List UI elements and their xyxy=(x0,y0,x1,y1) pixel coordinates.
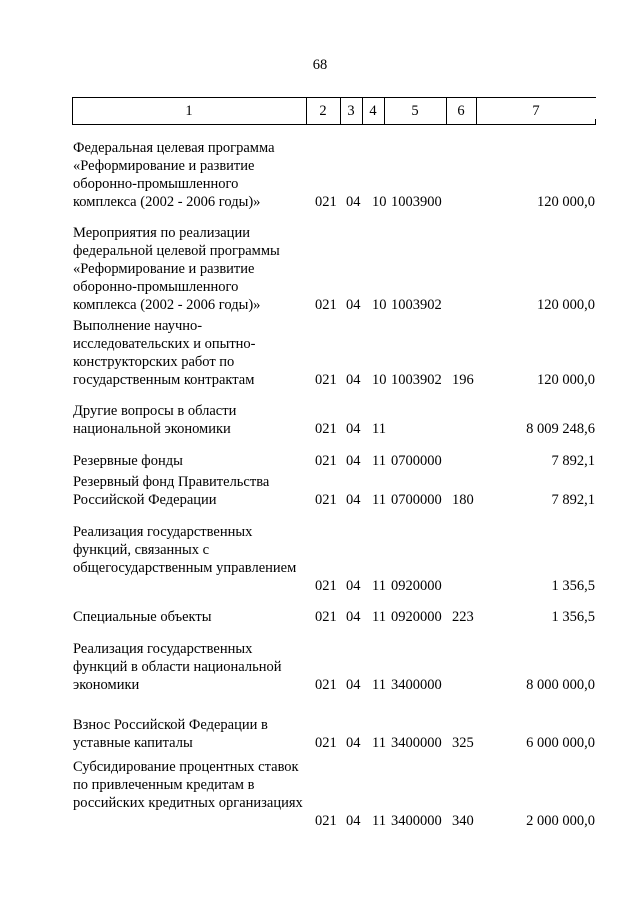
row-amount: 2 000 000,0 xyxy=(526,813,595,829)
row-code-2: 021 xyxy=(315,677,337,693)
row-amount: 8 009 248,6 xyxy=(526,421,595,437)
row-name: Реализация государственных функций, связанных с общегосударственным управлением xyxy=(73,524,297,576)
row-name: Мероприятия по реализации федеральной целевой программы «Реформирование и развитие оборонно-промышленного комплекса (2002 - 2006 годы)» xyxy=(73,225,280,313)
row-code-5: 1003902 xyxy=(391,372,442,388)
row-code-5: 1003902 xyxy=(391,297,442,313)
row-amount: 120 000,0 xyxy=(537,297,595,313)
row-amount: 7 892,1 xyxy=(551,492,595,508)
row-code-2: 021 xyxy=(315,609,337,625)
row-code-4: 11 xyxy=(372,578,386,594)
row-name: Выполнение научно-исследовательских и опытно-конструкторских работ по государственным контрактам xyxy=(73,318,256,388)
row-code-5: 0920000 xyxy=(391,609,442,625)
row-code-3: 04 xyxy=(346,453,361,469)
row-name: Резервные фонды xyxy=(73,453,183,469)
row-code-3: 04 xyxy=(346,813,361,829)
row-code-3: 04 xyxy=(346,421,361,437)
row-code-2: 021 xyxy=(315,372,337,388)
row-code-4: 11 xyxy=(372,453,386,469)
row-code-2: 021 xyxy=(315,578,337,594)
row-code-4: 11 xyxy=(372,735,386,751)
row-code-2: 021 xyxy=(315,297,337,313)
row-code-5: 3400000 xyxy=(391,677,442,693)
row-code-5: 3400000 xyxy=(391,813,442,829)
header-bottom-rule xyxy=(72,124,596,125)
row-amount: 8 000 000,0 xyxy=(526,677,595,693)
row-code-3: 04 xyxy=(346,578,361,594)
row-name: Федеральная целевая программа «Реформирование и развитие оборонно-промышленного комплекса (2002 - 2006 годы)» xyxy=(73,140,275,210)
row-code-6: 340 xyxy=(452,813,474,829)
table-header xyxy=(72,97,596,125)
row-code-3: 04 xyxy=(346,735,361,751)
row-amount: 1 356,5 xyxy=(551,578,595,594)
row-code-6: 325 xyxy=(452,735,474,751)
header-cell-2: 2 xyxy=(319,103,327,119)
row-amount: 120 000,0 xyxy=(537,372,595,388)
row-code-4: 11 xyxy=(372,492,386,508)
page-number: 68 xyxy=(312,57,328,73)
row-code-5: 0700000 xyxy=(391,492,442,508)
row-name: Другие вопросы в области национальной экономики xyxy=(73,403,237,437)
header-cell-1: 1 xyxy=(185,103,193,119)
row-code-4: 10 xyxy=(372,297,387,313)
row-code-3: 04 xyxy=(346,297,361,313)
row-name: Реализация государственных функций в области национальной экономики xyxy=(73,641,282,693)
row-code-4: 10 xyxy=(372,372,387,388)
header-top-rule xyxy=(72,97,596,98)
header-cell-3: 3 xyxy=(347,103,355,119)
row-code-3: 04 xyxy=(346,609,361,625)
row-code-3: 04 xyxy=(346,372,361,388)
row-name: Взнос Российской Федерации в уставные капиталы xyxy=(73,717,268,751)
row-code-2: 021 xyxy=(315,194,337,210)
row-code-4: 10 xyxy=(372,194,387,210)
row-code-2: 021 xyxy=(315,492,337,508)
row-code-6: 196 xyxy=(452,372,474,388)
row-code-5: 3400000 xyxy=(391,735,442,751)
row-code-2: 021 xyxy=(315,735,337,751)
row-code-2: 021 xyxy=(315,453,337,469)
header-cell-6: 6 xyxy=(457,103,465,119)
row-code-6: 180 xyxy=(452,492,474,508)
row-amount: 1 356,5 xyxy=(551,609,595,625)
row-name: Резервный фонд Правительства Российской Федерации xyxy=(73,474,270,508)
row-code-4: 11 xyxy=(372,421,386,437)
row-code-3: 04 xyxy=(346,677,361,693)
row-code-4: 11 xyxy=(372,813,386,829)
row-code-2: 021 xyxy=(315,421,337,437)
row-name: Специальные объекты xyxy=(73,609,212,625)
row-code-6: 223 xyxy=(452,609,474,625)
row-code-5: 0700000 xyxy=(391,453,442,469)
header-cell-5: 5 xyxy=(411,103,419,119)
row-amount: 120 000,0 xyxy=(537,194,595,210)
row-code-4: 11 xyxy=(372,609,386,625)
row-code-5: 1003900 xyxy=(391,194,442,210)
header-cell-4: 4 xyxy=(369,103,377,119)
row-code-3: 04 xyxy=(346,492,361,508)
row-amount: 7 892,1 xyxy=(551,453,595,469)
row-code-5: 0920000 xyxy=(391,578,442,594)
row-amount: 6 000 000,0 xyxy=(526,735,595,751)
row-name: Субсидирование процентных ставок по привлеченным кредитам в российских кредитных организациях xyxy=(73,759,303,811)
header-cell-7: 7 xyxy=(532,103,540,119)
row-code-3: 04 xyxy=(346,194,361,210)
row-code-2: 021 xyxy=(315,813,337,829)
row-code-4: 11 xyxy=(372,677,386,693)
